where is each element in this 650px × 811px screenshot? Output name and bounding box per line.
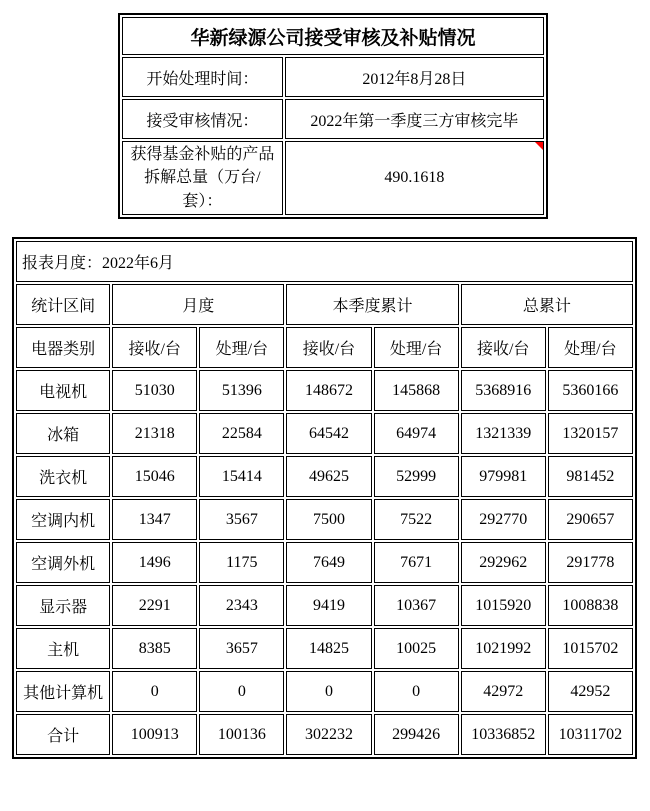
value-cell: 1008838	[548, 585, 633, 626]
category-cell: 电视机	[16, 370, 110, 411]
summary-title-row	[122, 17, 544, 55]
summary-table	[118, 13, 548, 219]
category-cell: 空调外机	[16, 542, 110, 583]
report-month-row	[16, 241, 633, 282]
category-cell-total: 合计	[16, 714, 110, 755]
summary-value-audit-status: 2022年第一季度三方审核完毕	[285, 99, 544, 139]
value-cell: 100913	[112, 714, 197, 755]
summary-label-start-date: 开始处理时间：	[122, 57, 283, 97]
value-cell: 42952	[548, 671, 633, 712]
value-cell: 10367	[374, 585, 459, 626]
value-cell: 981452	[548, 456, 633, 497]
value-cell: 7522	[374, 499, 459, 540]
value-cell: 7649	[286, 542, 371, 583]
value-cell: 10336852	[461, 714, 546, 755]
value-cell: 49625	[286, 456, 371, 497]
value-cell: 7500	[286, 499, 371, 540]
value-cell: 10311702	[548, 714, 633, 755]
summary-label-subsidy-total	[122, 141, 283, 215]
category-cell: 空调内机	[16, 499, 110, 540]
summary-value-start-date: 2012年8月28日	[285, 57, 544, 97]
table-row-ac-indoor	[16, 499, 633, 540]
value-cell: 0	[286, 671, 371, 712]
span-header-row	[16, 284, 633, 325]
value-cell: 52999	[374, 456, 459, 497]
table-row-monitor	[16, 585, 633, 626]
value-cell: 145868	[374, 370, 459, 411]
value-cell: 1347	[112, 499, 197, 540]
value-cell: 292962	[461, 542, 546, 583]
span-header-quarter: 本季度累计	[286, 284, 458, 325]
summary-value-subsidy-total	[285, 141, 544, 215]
span-header-stat-interval: 统计区间	[16, 284, 110, 325]
value-cell: 1015702	[548, 628, 633, 669]
value-cell: 15414	[199, 456, 284, 497]
summary-title: 华新绿源公司接受审核及补贴情况	[122, 17, 544, 55]
category-cell: 其他计算机	[16, 671, 110, 712]
table-row-tv	[16, 370, 633, 411]
value-cell: 0	[199, 671, 284, 712]
summary-value-text: 490.1618	[384, 169, 445, 186]
value-cell: 64542	[286, 413, 371, 454]
table-row-host	[16, 628, 633, 669]
summary-row	[122, 141, 544, 215]
value-cell: 0	[112, 671, 197, 712]
column-header-processed: 处理/台	[548, 327, 633, 368]
column-header-processed: 处理/台	[199, 327, 284, 368]
table-row-total	[16, 714, 633, 755]
comment-indicator-icon	[535, 142, 543, 150]
value-cell: 51396	[199, 370, 284, 411]
value-cell: 21318	[112, 413, 197, 454]
value-cell: 302232	[286, 714, 371, 755]
value-cell: 3657	[199, 628, 284, 669]
column-header-row	[16, 327, 633, 368]
summary-label-text: 获得基金补贴的产品拆解总量（万台/套）：	[130, 146, 275, 210]
value-cell: 1320157	[548, 413, 633, 454]
table-row-fridge	[16, 413, 633, 454]
value-cell: 3567	[199, 499, 284, 540]
value-cell: 1015920	[461, 585, 546, 626]
span-header-total: 总累计	[461, 284, 633, 325]
value-cell: 5368916	[461, 370, 546, 411]
value-cell: 10025	[374, 628, 459, 669]
value-cell: 1321339	[461, 413, 546, 454]
value-cell: 979981	[461, 456, 546, 497]
column-header-received: 接收/台	[286, 327, 371, 368]
column-header-received: 接收/台	[461, 327, 546, 368]
value-cell: 1175	[199, 542, 284, 583]
value-cell: 2291	[112, 585, 197, 626]
value-cell: 9419	[286, 585, 371, 626]
value-cell: 292770	[461, 499, 546, 540]
value-cell: 51030	[112, 370, 197, 411]
value-cell: 290657	[548, 499, 633, 540]
value-cell: 0	[374, 671, 459, 712]
category-cell: 洗衣机	[16, 456, 110, 497]
summary-label-audit-status: 接受审核情况：	[122, 99, 283, 139]
value-cell: 64974	[374, 413, 459, 454]
table-row-other-computer	[16, 671, 633, 712]
span-header-month: 月度	[112, 284, 284, 325]
value-cell: 42972	[461, 671, 546, 712]
report-table	[12, 237, 637, 759]
value-cell: 1496	[112, 542, 197, 583]
value-cell: 148672	[286, 370, 371, 411]
column-header-received: 接收/台	[112, 327, 197, 368]
summary-row	[122, 99, 544, 139]
table-row-ac-outdoor	[16, 542, 633, 583]
report-month: 报表月度：2022年6月	[16, 241, 633, 282]
value-cell: 5360166	[548, 370, 633, 411]
category-cell: 主机	[16, 628, 110, 669]
column-header-processed: 处理/台	[374, 327, 459, 368]
value-cell: 15046	[112, 456, 197, 497]
value-cell: 2343	[199, 585, 284, 626]
value-cell: 7671	[374, 542, 459, 583]
summary-row	[122, 57, 544, 97]
value-cell: 299426	[374, 714, 459, 755]
value-cell: 14825	[286, 628, 371, 669]
value-cell: 100136	[199, 714, 284, 755]
category-cell: 冰箱	[16, 413, 110, 454]
value-cell: 1021992	[461, 628, 546, 669]
column-header-category: 电器类别	[16, 327, 110, 368]
table-row-washer	[16, 456, 633, 497]
category-cell: 显示器	[16, 585, 110, 626]
value-cell: 22584	[199, 413, 284, 454]
value-cell: 291778	[548, 542, 633, 583]
value-cell: 8385	[112, 628, 197, 669]
